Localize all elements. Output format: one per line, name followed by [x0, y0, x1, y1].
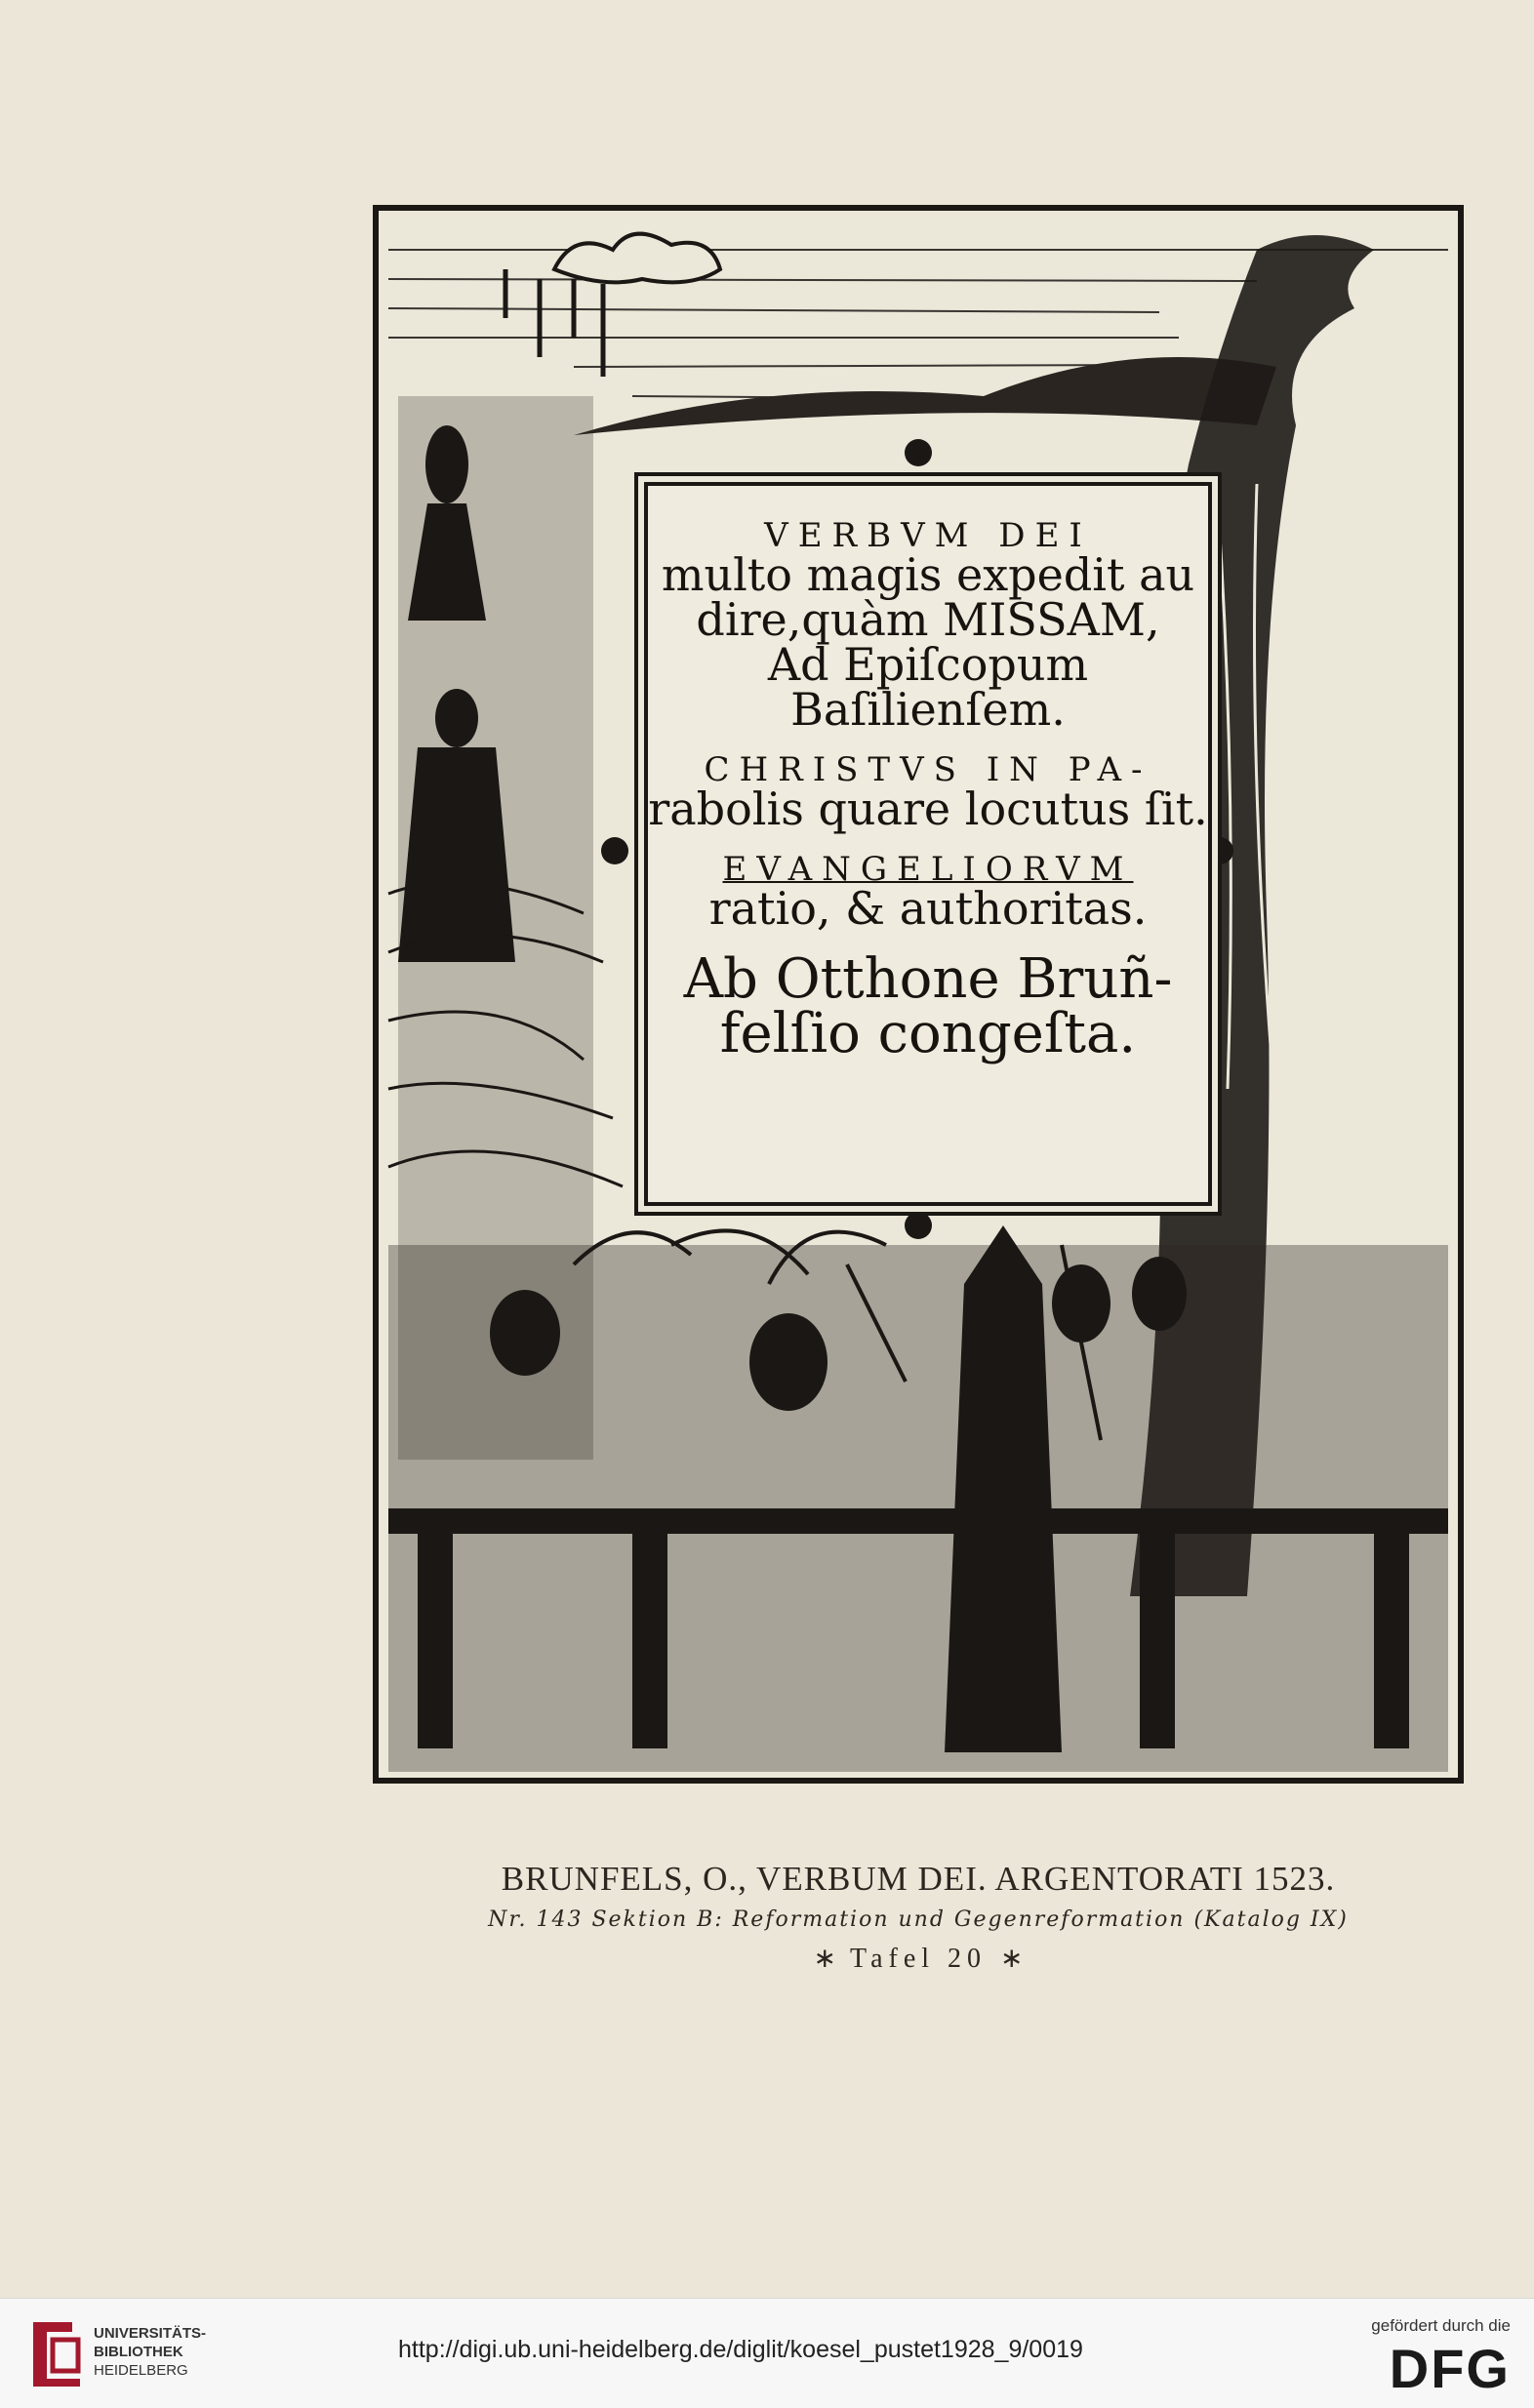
- title-line: ratio, & authoritas.: [708, 882, 1148, 935]
- asterisk-ornament-icon: ∗: [1000, 1944, 1024, 1974]
- title-line: EVANGELIORVM: [722, 850, 1134, 889]
- plate-number-label: Tafel 20: [849, 1944, 988, 1974]
- dfg-logo-icon: DFG: [1389, 2338, 1511, 2399]
- title-line: Ad Epiſcopum: [767, 638, 1089, 691]
- footer-bar: [0, 2298, 1534, 2408]
- title-line: multo magis expedit au: [661, 548, 1195, 601]
- permalink-url[interactable]: http://digi.ub.uni-heidelberg.de/diglit/koesel_pustet1928_9/0019: [398, 2336, 1083, 2363]
- plate-caption-title: BRUNFELS, O., VERBUM DEI. ARGENTORATI 1523.: [501, 1860, 1336, 1898]
- funding-label: gefördert durch die: [1371, 2316, 1511, 2335]
- title-line: Baſilienſem.: [790, 683, 1066, 736]
- author-line: Ab Otthone Bruñ-: [683, 947, 1173, 1011]
- institution-name: UNIVERSITÄTS- BIBLIOTHEK HEIDELBERG: [94, 2325, 207, 2379]
- title-line: rabolis quare locutus ſit.: [648, 783, 1208, 835]
- ub-heidelberg-logo-icon: [29, 2318, 84, 2390]
- title-line: VERBVM DEI: [764, 516, 1092, 555]
- plate-caption-catalog: Nr. 143 Sektion B: Reformation und Gegenreformation (Katalog IX): [488, 1907, 1349, 1932]
- title-page-text-block: [644, 482, 1212, 1206]
- woodcut-illustration: [373, 205, 1464, 1784]
- title-line: dire,quàm MISSAM,: [696, 593, 1160, 646]
- title-line: CHRISTVS IN PA-: [704, 750, 1152, 789]
- author-line: felſio congeſta.: [719, 1002, 1137, 1065]
- asterisk-ornament-icon: ∗: [813, 1944, 836, 1974]
- plate-number: [371, 1942, 1466, 1975]
